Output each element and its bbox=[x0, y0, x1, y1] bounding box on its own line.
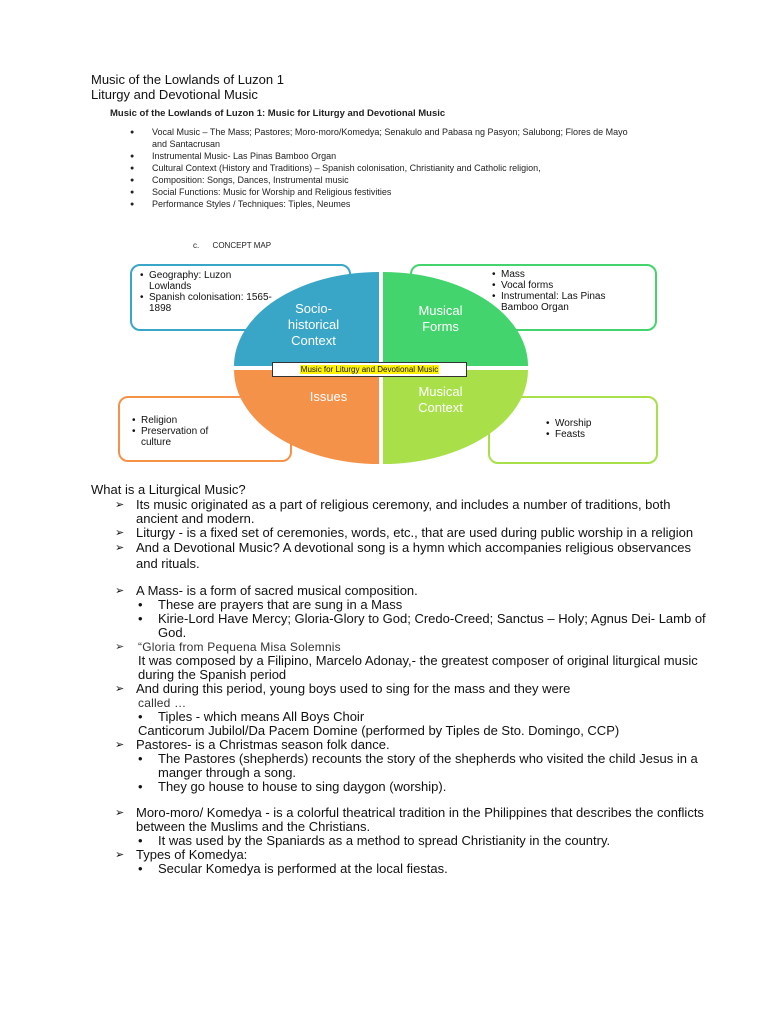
document-title: Music of the Lowlands of Luzon 1 bbox=[91, 72, 284, 87]
bullet-item: • Secular Komedya is performed at the local fiestas. bbox=[91, 862, 711, 876]
bullet-item: • These are prayers that are sung in a Mass bbox=[91, 598, 711, 612]
arrow-item: ➢ And a Devotional Music? A devotional song is a hymn which accompanies religious observances and rituals. bbox=[91, 540, 711, 572]
bullet-item: • Tiples - which means All Boys Choir bbox=[91, 710, 711, 724]
outline-item: ● Instrumental Music- Las Pinas Bamboo Organ bbox=[152, 150, 630, 162]
arrow-item: ➢ Moro-moro/ Komedya - is a colorful theatrical tradition in the Philippines that describes the conflicts between the Muslims and the Christians. bbox=[91, 806, 711, 834]
box-item: • Religion bbox=[132, 415, 284, 426]
box-item: • Geography: Luzon Lowlands bbox=[140, 270, 259, 292]
box-item: • Spanish colonisation: 1565-1898 bbox=[140, 292, 279, 314]
arrow-item: ➢ And during this period, young boys used to sing for the mass and they were bbox=[91, 682, 711, 696]
outline-item: ● Vocal Music – The Mass; Pastores; Moro-moro/Komedya; Senakulo and Pabasa ng Pasyon; Salubong; Flores de Mayo and Santacrusan bbox=[152, 126, 630, 150]
quadrant-socio-historical: Socio- historical Context bbox=[234, 272, 379, 366]
concept-center-label bbox=[272, 362, 467, 377]
box-item: • Preservation of culture bbox=[132, 426, 241, 448]
box-item: • Worship bbox=[546, 418, 650, 429]
arrow-item: ➢ Its music originated as a part of religious ceremony, and includes a number of traditions, both ancient and modern. bbox=[91, 498, 711, 526]
arrow-item: ➢ “Gloria from Pequena Misa Solemnis bbox=[91, 640, 711, 654]
quadrant-musical-forms: Musical Forms bbox=[383, 272, 528, 366]
arrow-item: ➢ Liturgy - is a fixed set of ceremonies, words, etc., that are used during public worship in a religion bbox=[91, 526, 711, 540]
outline-item: ● Composition: Songs, Dances, Instrumental music bbox=[152, 174, 630, 186]
outline-item: ● Cultural Context (History and Traditions) – Spanish colonisation, Christianity and Catholic religion, bbox=[152, 162, 630, 174]
outline-title: Music of the Lowlands of Luzon 1: Music for Liturgy and Devotional Music bbox=[110, 108, 446, 119]
gloria-description: It was composed by a Filipino, Marcelo Adonay,- the greatest composer of original liturgical music during the Spanish period bbox=[138, 653, 698, 682]
box-item: • Mass bbox=[492, 269, 649, 280]
outline-item: ● Performance Styles / Techniques: Tiples, Neumes bbox=[152, 198, 630, 210]
question-liturgical: What is a Liturgical Music? bbox=[91, 482, 246, 497]
bullet-item: • The Pastores (shepherds) recounts the story of the shepherds who visited the child Jesus in a manger through a song. bbox=[91, 752, 711, 780]
box-item: • Vocal forms bbox=[492, 280, 649, 291]
embedded-outline bbox=[110, 108, 630, 210]
called-text: called … bbox=[138, 696, 187, 710]
quadrant-musical-context: Musical Context bbox=[383, 370, 528, 464]
bullet-item: • They go house to house to sing daygon (worship). bbox=[91, 780, 711, 794]
bullet-item: • Kirie-Lord Have Mercy; Gloria-Glory to God; Credo-Creed; Sanctus – Holy; Agnus Dei- Lamb of God. bbox=[91, 612, 711, 640]
box-item: • Feasts bbox=[546, 429, 650, 440]
outline-list bbox=[110, 126, 630, 210]
body-text bbox=[91, 483, 711, 876]
arrow-item: ➢ A Mass- is a form of sacred musical composition. bbox=[91, 584, 711, 598]
canticorum-text: Canticorum Jubilol/Da Pacem Domine (performed by Tiples de Sto. Domingo, CCP) bbox=[138, 723, 620, 738]
concept-map-label: c. CONCEPT MAP bbox=[193, 241, 272, 250]
arrow-item: ➢ Pastores- is a Christmas season folk dance. bbox=[91, 738, 711, 752]
document-subtitle: Liturgy and Devotional Music bbox=[91, 87, 258, 102]
box-item: • Instrumental: Las Pinas Bamboo Organ bbox=[492, 291, 631, 313]
quadrant-issues: Issues bbox=[234, 370, 379, 464]
center-label-text: Music for Liturgy and Devotional Music bbox=[300, 365, 439, 374]
arrow-item: ➢ Types of Komedya: bbox=[91, 848, 711, 862]
outline-item: ● Social Functions: Music for Worship and Religious festivities bbox=[152, 186, 630, 198]
bullet-item: • It was used by the Spaniards as a method to spread Christianity in the country. bbox=[91, 834, 711, 848]
